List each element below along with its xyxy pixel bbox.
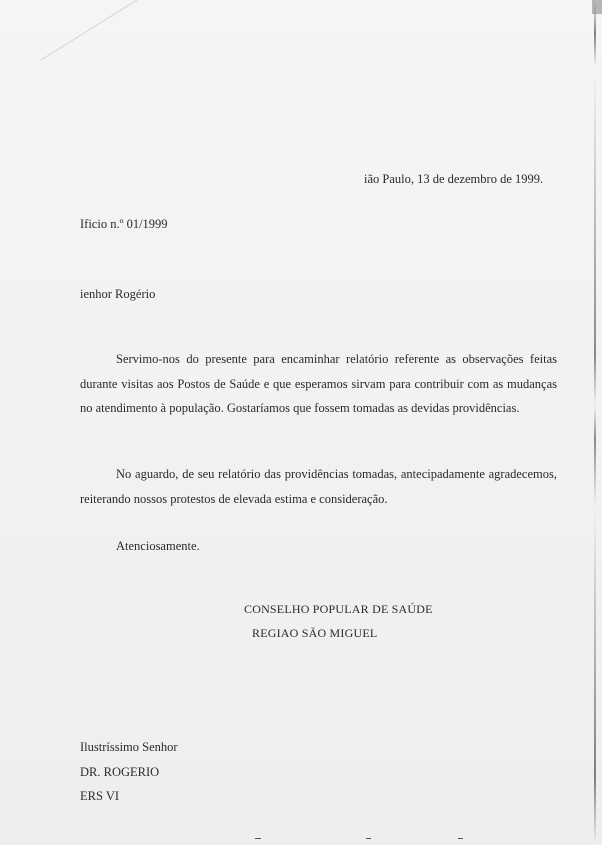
letter-salutation: ienhor Rogério (80, 287, 156, 301)
signature-org-line-2: REGIAO SÃO MIGUEL (252, 626, 378, 640)
letter-reference-number: Ificio n.º 01/1999 (80, 217, 168, 231)
recipient-line-3: ERS VI (80, 789, 120, 803)
signature-org-line-1: CONSELHO POPULAR DE SAÚDE (244, 602, 433, 616)
scan-artifact-mark (255, 838, 261, 839)
recipient-line-2: DR. ROGERIO (80, 765, 160, 779)
letter-paragraph-1 (80, 347, 557, 421)
recipient-line-1: Ilustríssimo Senhor (80, 740, 178, 754)
scan-artifact-mark (458, 838, 463, 839)
paragraph-2-text: No aguardo, de seu relatório das providências tomadas, antecipadamente agradecemos, reiterando nossos protestos de elevada estima e consideração. (80, 467, 557, 506)
letter-closing: Atenciosamente. (116, 539, 200, 553)
scan-artifact-mark (366, 838, 371, 839)
paragraph-1-text: Servimo-nos do presente para encaminhar relatório referente as observações feitas durante visitas aos Postos de Saúde e que esperamos sirvam para contribuir com as mudanças no atendimento à população. Gostaríamos que fossem tomadas as devidas providências. (80, 352, 557, 415)
scan-edge-shadow (594, 0, 596, 845)
scan-corner-shadow (592, 0, 602, 14)
letter-date: ião Paulo, 13 de dezembro de 1999. (364, 172, 544, 186)
paper-crease (40, 0, 176, 61)
letter-paragraph-2 (80, 462, 557, 511)
